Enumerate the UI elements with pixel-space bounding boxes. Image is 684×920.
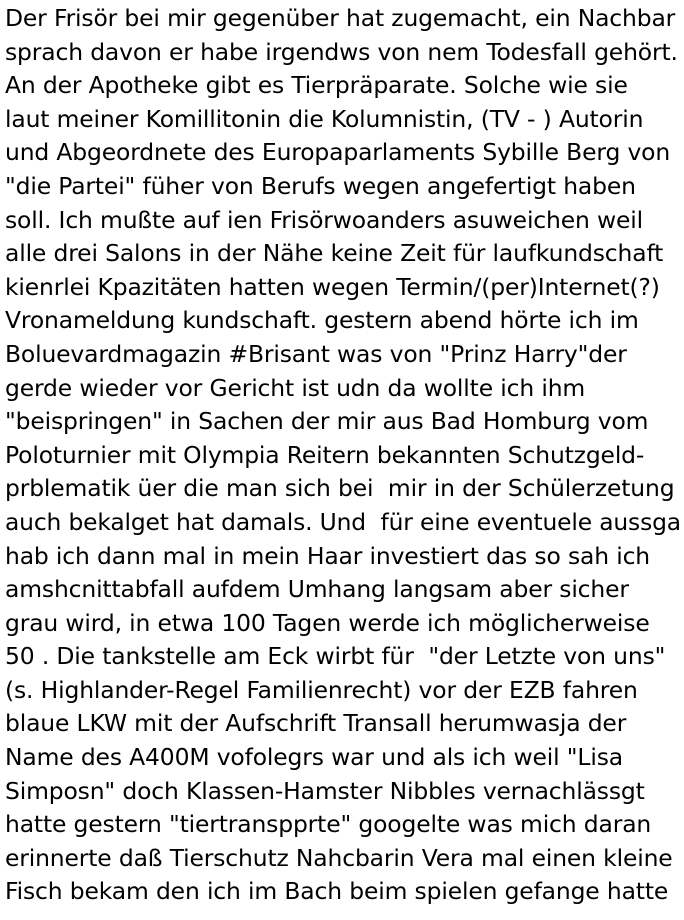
text-line: blaue LKW mit der Aufschrift Transall herumwasja der [5,709,627,738]
document-body [5,2,683,909]
text-line: soll. Ich mußte auf ien Frisörwoanders asuweichen weil [5,205,644,234]
text-line: Vronameldung kundschaft. gestern abend hörte ich im [5,306,639,335]
text-line: hatte gestern "tiertranspprte" googelte was mich daran [5,810,652,839]
text-line: "beispringen" in Sachen der mir aus Bad Homburg vom [5,407,649,436]
text-line: Der Frisör bei mir gegenüber hat zugemacht, ein Nachbar [5,4,676,32]
text-line: Name des A400M vofolegrs war und als ich weil "Lisa [5,743,623,772]
text-line: kienrlei Kpazitäten hatten wegen Termin/(per)Internet(?) [5,272,660,301]
text-line: Poloturnier mit Olympia Reitern bekannten Schutzgeld- [5,440,645,469]
text-line: sprach davon er habe irgendws von nem Todesfall gehört. [5,37,678,66]
text-line: grau wird, in etwa 100 Tagen werde ich möglicherweise [5,608,650,637]
text-line: (s. Highlander-Regel Familienrecht) vor der EZB fahren [5,675,638,704]
text-line: prblematik üer die man sich bei mir in der Schülerzetung [5,474,675,503]
text-line: 50 . Die tankstelle am Eck wirbt für "der Letzte von uns" [5,642,666,671]
text-line: Fisch bekam den ich im Bach beim spielen gefange hatte [5,877,669,906]
text-line: Boluevardmagazin #Brisant was von "Prinz Harry"der [5,339,627,368]
text-line: gerde wieder vor Gericht ist udn da wollte ich ihm [5,373,586,402]
text-line: "die Partei" füher von Berufs wegen angefertigt haben [5,171,636,200]
text-line: auch bekalget hat damals. Und für eine eventuele aussga [5,507,681,536]
text-line: Simposn" doch Klassen-Hamster Nibbles vernachlässgt [5,776,645,805]
text-line: hab ich dann mal in mein Haar investiert das so sah ich [5,541,650,570]
text-line: amshcnittabfall aufdem Umhang langsam aber sicher [5,575,629,604]
text-line: und Abgeordnete des Europaparlaments Sybille Berg von [5,138,671,167]
text-line: erinnerte daß Tierschutz Nahcbarin Vera mal einen kleine [5,843,673,872]
text-line: laut meiner Komillitonin die Kolumnistin, (TV - ) Autorin [5,104,644,133]
text-line: An der Apotheke gibt es Tierpräparate. Solche wie sie [5,71,628,100]
text-line: alle drei Salons in der Nähe keine Zeit für laufkundschaft [5,239,664,268]
